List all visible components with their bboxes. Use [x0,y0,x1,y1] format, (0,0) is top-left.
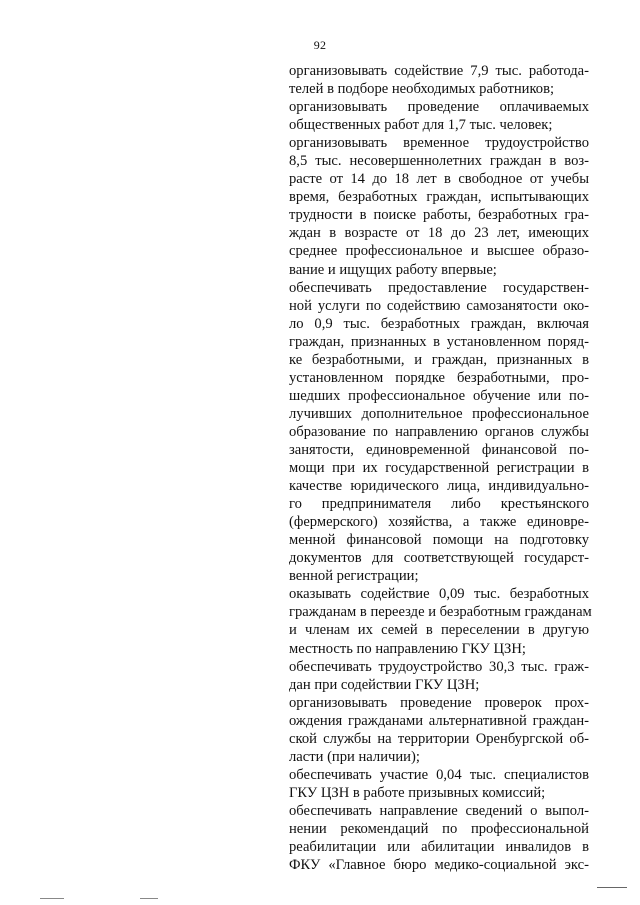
text-line: телей в подборе необходимых работников; [289,81,555,98]
text-line: вание и ищущих работу впервые; [289,261,497,278]
text-line: дан при содействии ГКУ ЦЗН; [289,676,480,693]
text-line: ской службы на территории Оренбургской об- [289,730,589,747]
text-line: местность по направлению ГКУ ЦЗН; [289,640,526,657]
text-line: го предпринимателя либо крестьянского [289,496,589,513]
text-line: образование по направлению органов службы [289,423,589,440]
text-line: мощи при их государственной регистрации в [289,460,589,477]
text-line: оказывать содействие 0,09 тыс. безработных [289,586,589,603]
text-line: обеспечивать трудоустройство 30,3 тыс. граж- [289,658,589,675]
text-line: обеспечивать участие 0,04 тыс. специалистов [289,766,589,783]
text-line: время, безработных граждан, испытывающих [289,189,589,206]
text-line: качестве юридического лица, индивидуально- [289,478,589,495]
text-line: ласти (при наличии); [289,748,420,765]
text-line: лучивших дополнительное профессиональное [289,405,589,422]
text-line: ождения гражданами альтернативной граждан- [289,712,589,729]
text-line: установленном порядке безработными, про- [289,369,589,386]
text-line: среднее профессиональное и высшее образо- [289,243,589,260]
text-line: ждан в возрасте от 18 до 23 лет, имеющих [289,225,589,242]
text-line: шедших профессиональное обучение или по- [289,387,589,404]
text-line: занятости, единовременной финансовой по- [289,441,589,458]
text-line: менной финансовой помощи на подготовку [289,532,589,549]
text-line: нении рекомендаций по профессиональной [289,820,589,837]
footer-mark [597,887,627,888]
footer-mark [40,898,64,899]
text-line: ной услуги по содействию самозанятости око- [289,297,589,314]
text-line: организовывать содействие 7,9 тыс. работода- [289,63,589,79]
body-text [289,62,592,874]
text-line: обеспечивать предоставление государствен- [289,279,589,296]
text-line: (фермерского) хозяйства, а также единовре- [289,514,589,531]
text-line: венной регистрации; [289,568,419,585]
text-line: обеспечивать направление сведений о выпол- [289,802,589,819]
text-line: организовывать временное трудоустройство [289,135,589,152]
text-line: организовывать проведение проверок прох- [289,694,589,711]
text-line: ло 0,9 тыс. безработных граждан, включая [289,315,589,332]
text-line: трудности в поиске работы, безработных гра- [289,207,589,224]
text-line: общественных работ для 1,7 тыс. человек; [289,117,553,134]
text-line: и членам их семей в переселении в другую [289,622,589,639]
text-line: ке безработными, и граждан, признанных в [289,351,589,368]
text-line: граждан, признанных в установленном поряд- [289,333,589,350]
text-line: ФКУ «Главное бюро медико-социальной экс- [289,857,589,874]
text-line: расте от 14 до 18 лет в свободное от учебы [289,171,589,188]
text-line: организовывать проведение оплачиваемых [289,99,589,116]
text-line: гражданам в переезде и безработным гражданам [289,604,592,621]
page-number: 92 [313,38,327,52]
text-line: ГКУ ЦЗН в работе призывных комиссий; [289,784,546,801]
footer-mark [140,898,158,899]
text-line: документов для соответствующей государст- [289,550,589,567]
text-line: 8,5 тыс. несовершеннолетних граждан в воз- [289,153,589,170]
text-line: реабилитации или абилитации инвалидов в [289,839,589,856]
